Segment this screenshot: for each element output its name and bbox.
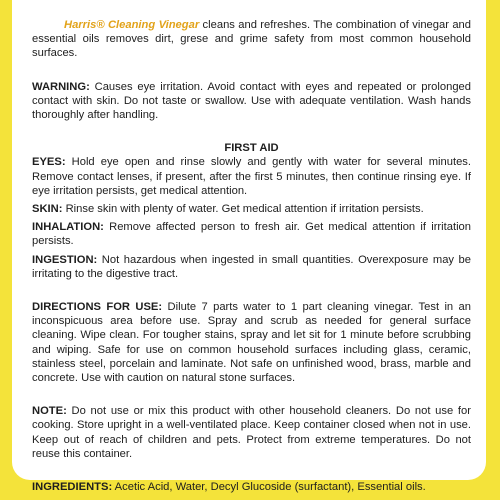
- first-aid-title: FIRST AID: [224, 142, 279, 155]
- eyes-text: Hold eye open and rinse slowly and gently with water for several minutes. Remove contact lenses, if present, after the first 5 minutes, then continue rinsing eye. If eye irritation persists, get medical attention.: [32, 156, 471, 197]
- note-heading: NOTE:: [32, 405, 67, 418]
- note-paragraph: [32, 404, 471, 461]
- ingredients-paragraph: [32, 480, 471, 494]
- warning-heading: WARNING:: [32, 80, 90, 93]
- first-aid-inhalation: [32, 220, 471, 248]
- warning-paragraph: [32, 80, 471, 123]
- ingestion-text: Not hazardous when ingested in small quantities. Overexposure may be irritating to the digestive tract.: [32, 253, 471, 280]
- inhalation-text: Remove affected person to fresh air. Get medical attention if irritation persists.: [32, 221, 471, 248]
- ingredients-heading: INGREDIENTS:: [32, 481, 113, 494]
- note-text: Do not use or mix this product with other household cleaners. Do not use for cooking. Store upright in a well-ventilated place. Keep container closed when not in use. Keep out of reach of children and pets. Protect from extreme temperatures. Do not reuse this container.: [32, 405, 471, 460]
- directions-heading: DIRECTIONS FOR USE:: [32, 301, 163, 314]
- ingredients-text: Acetic Acid, Water, Decyl Glucoside (surfactant), Essential oils.: [112, 481, 426, 494]
- first-aid-eyes: [32, 155, 471, 198]
- warning-text: Causes eye irritation. Avoid contact with eyes and repeated or prolonged contact with skin. Do not taste or swallow. Use with adequate ventilation. Wash hands thoroughly after handling.: [32, 80, 471, 122]
- inhalation-heading: INHALATION:: [32, 221, 104, 234]
- ingestion-heading: INGESTION:: [32, 253, 98, 266]
- directions-paragraph: [32, 300, 471, 385]
- directions-text: Dilute 7 parts water to 1 part cleaning vinegar. Test in an inconspicuous area before use. Spray and scrub as needed for general surface cleaning. Wipe clean. For tougher stains, spray and let sit for 1 minute before scrubbing and wiping. Safe for use on common household surfaces including glass, ceramic, stainless steel, porcelain and laminate. Not safe on unfinished wood, brass, marble and concrete. Use with caution on natural stone surfaces.: [32, 301, 471, 385]
- intro-text: cleans and refreshes. The combination of vinegar and essential oils removes dirt, grese and grime safety from most common household surfaces.: [32, 19, 471, 60]
- eyes-heading: EYES:: [32, 156, 66, 169]
- skin-heading: SKIN:: [32, 203, 63, 216]
- first-aid-ingestion: [32, 253, 471, 281]
- skin-text: Rinse skin with plenty of water. Get medical attention if irritation persists.: [62, 203, 424, 216]
- first-aid-skin: [32, 202, 471, 216]
- intro-paragraph: [32, 18, 471, 61]
- brand-name: Harris® Cleaning Vinegar: [64, 19, 200, 31]
- product-label: [12, 0, 486, 494]
